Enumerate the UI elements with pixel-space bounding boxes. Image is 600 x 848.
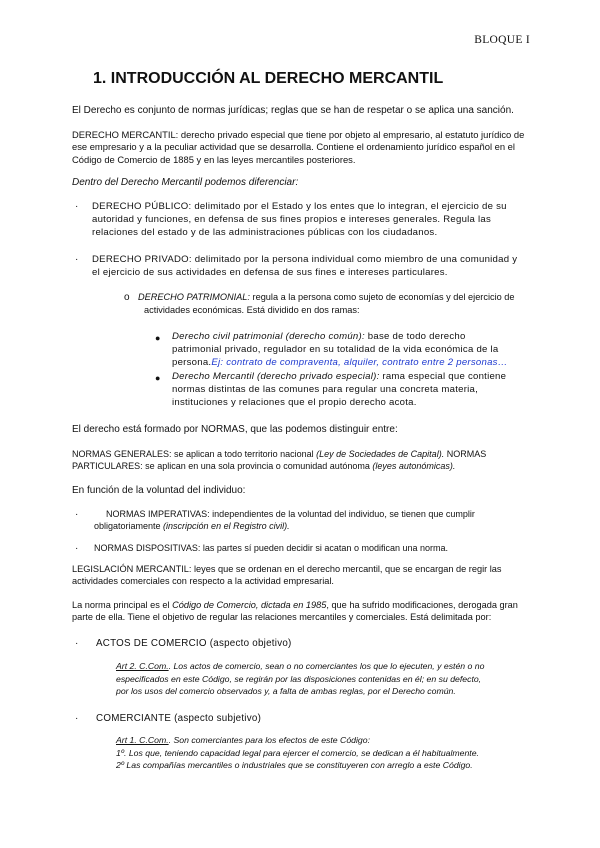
norma-principal-paragraph: La norma principal es el Código de Comercio, dictada en 1985, que ha sufrido modificaciones, derogada gran parte de ella. Tiene el objetivo de regular las relaciones mercantiles y comerciales. Está delimitada por:	[72, 600, 518, 623]
bullet-imperativas: ·	[75, 509, 79, 520]
bullet-actos: ·	[75, 638, 79, 649]
intro-paragraph: El Derecho es conjunto de normas jurídicas; reglas que se han de respetar o se aplica una sanción.	[72, 105, 514, 116]
patrimonial-item: DERECHO PATRIMONIAL: regula a la persona como sujeto de economías y del ejercicio de actividades económicas. Está dividido en dos ramas:	[138, 292, 515, 316]
publico-item: DERECHO PÚBLICO: delimitado por el Estado y los entes que lo integran, el ejercicio de su autoridad y funciones, en defensa de sus fines propios e intereses generales. Regula las relaciones del estado y de las administraciones públicas con los ciudadanos.	[92, 201, 507, 239]
legislacion-paragraph: LEGISLACIÓN MERCANTIL: leyes que se ordenan en el derecho mercantil, que se encargan de regir las actividades comerciales con respecto a la actividad empresarial.	[72, 564, 502, 587]
mercantil-item: Derecho Mercantil (derecho privado especial): rama especial que contiene normas distintas de las comunes para regular una concreta materia, instituciones y relaciones que el propio derecho acota.	[172, 371, 507, 409]
page-title: 1. INTRODUCCIÓN AL DERECHO MERCANTIL	[93, 70, 444, 87]
bullet-publico: ·	[75, 201, 79, 212]
dot-civil: ●	[155, 333, 161, 343]
bullet-privado: ·	[75, 254, 79, 265]
actos-article: Art 2. C.Com.. Los actos de comercio, sean o no comerciantes los que lo ejecuten, y estén o no especificados en este Código, se regirán por las disposiciones contenidas en él; en su defecto, por los usos del comercio observados y, a falta de ambas reglas, por el Derecho común.	[116, 661, 485, 697]
bloque-header: BLOQUE I	[474, 34, 530, 46]
privado-item: DERECHO PRIVADO: delimitado por la persona individual como miembro de una comunidad y el ejercicio de sus actividades en defensa de sus fines e intereses particulares.	[92, 254, 518, 279]
actos-label: ACTOS DE COMERCIO (aspecto objetivo)	[96, 638, 292, 649]
comerciante-label: COMERCIANTE (aspecto subjetivo)	[96, 713, 262, 724]
imperativas-item: NORMAS IMPERATIVAS: independientes de la voluntad del individuo, se tienen que cumplir obligatoriamente (inscripción en el Registro civil).	[94, 509, 475, 531]
bullet-comerciante: ·	[75, 713, 79, 724]
dispositivas-item: NORMAS DISPOSITIVAS: las partes sí pueden decidir si acatan o modifican una norma.	[94, 543, 448, 553]
normas-intro: El derecho está formado por NORMAS, que las podemos distinguir entre:	[72, 424, 398, 435]
circle-patrimonial: o	[124, 292, 130, 303]
diferenciar-line: Dentro del Derecho Mercantil podemos diferenciar:	[72, 177, 299, 188]
bullet-dispositivas: ·	[75, 543, 79, 554]
voluntad-line: En función de la voluntad del individuo:	[72, 485, 246, 496]
definition-paragraph: DERECHO MERCANTIL: derecho privado especial que tiene por objeto al empresario, al estatuto jurídico de ese empresario y a la peculiar actividad que se desarrolla. Contiene el ordenamiento jurídico español en el Código de Comercio de 1885 y en las leyes mercantiles posteriores.	[72, 129, 525, 165]
dot-mercantil: ●	[155, 373, 161, 383]
civil-item: Derecho civil patrimonial (derecho común): base de todo derecho patrimonial privado, regulador en su totalidad de la vida económica de la persona.Ej: contrato de compraventa, alquiler, contrato entre 2 personas…	[172, 331, 508, 369]
comerciante-article: Art 1. C.Com.. Son comerciantes para los efectos de este Código: 1º. Los que, teniendo capacidad legal para ejercer el comercio, se dedican a él habitualmente. 2º Las compañías mercantiles o industriales que se constituyeren con arreglo a este Código.	[116, 735, 479, 771]
normas-generales: NORMAS GENERALES: se aplican a todo territorio nacional (Ley de Sociedades de Capital). NORMAS PARTICULARES: se aplican en una sola provincia o comunidad autónoma (leyes autonómicas).	[72, 449, 487, 472]
